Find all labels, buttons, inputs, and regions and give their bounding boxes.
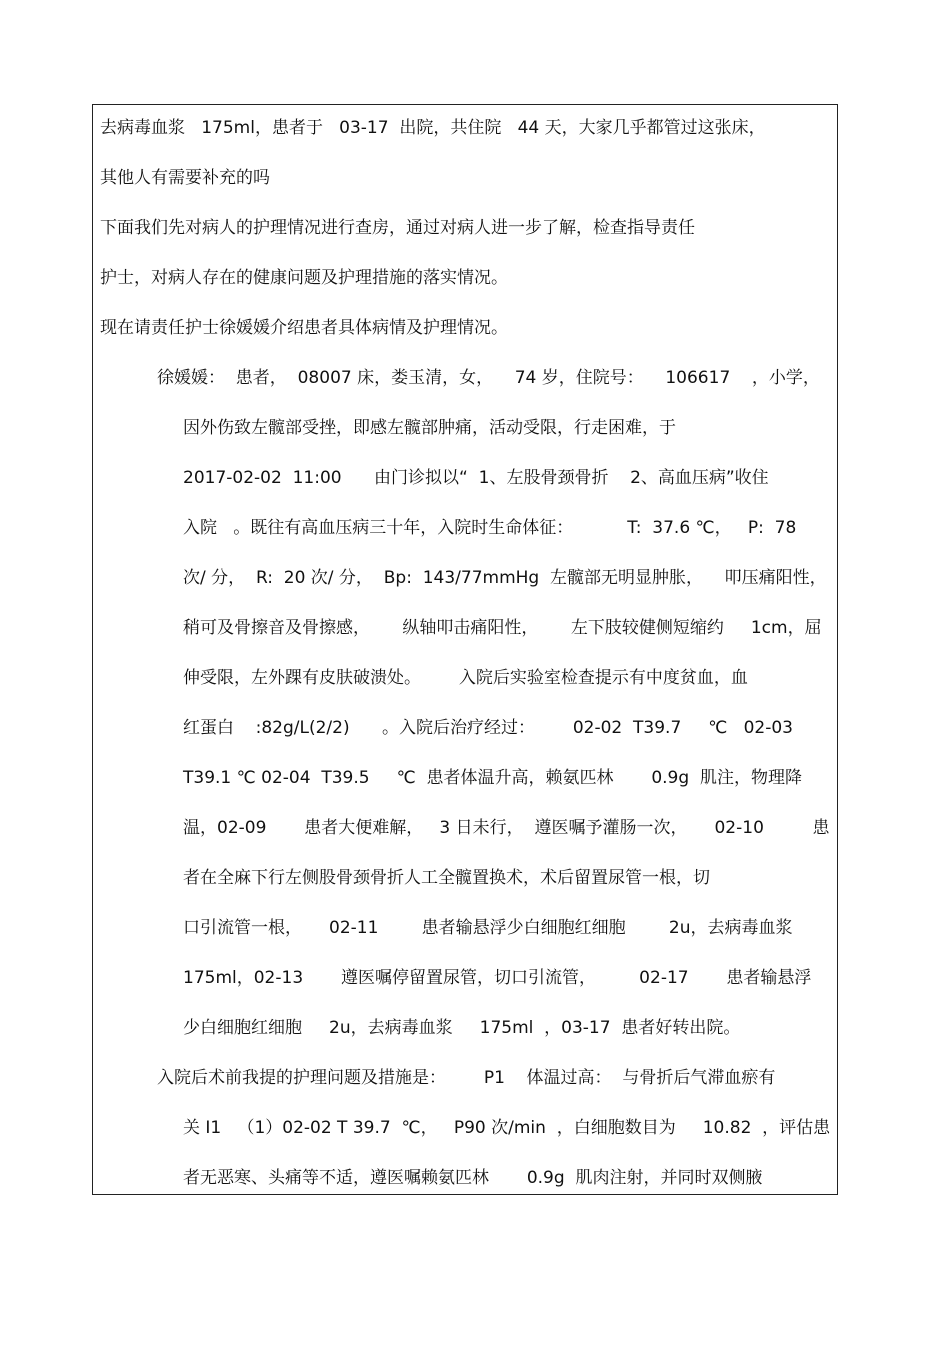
text-line: 入院后术前我提的护理问题及措施是： P1 体温过高： 与骨折后气滞血瘀有 <box>157 1068 776 1088</box>
text-line: 关 I1 （1）02-02 T 39.7 ℃， P90 次/min ，白细胞数目为 10.82 ，评估患 <box>183 1118 831 1138</box>
text-line: 去病毒血浆 175ml，患者于 03-17 出院，共住院 44 天，大家几乎都管过这张床， <box>100 118 766 138</box>
text-line: 温，02-09 患者大便难解， 3 日未行， 遵医嘱予灌肠一次， 02-10 患 <box>183 818 830 838</box>
text-line: 者在全麻下行左侧股骨颈骨折人工全髋置换术，术后留置尿管一根，切 <box>183 868 710 888</box>
text-line: 下面我们先对病人的护理情况进行查房，通过对病人进一步了解，检查指导责任 <box>100 218 695 238</box>
text-line: 175ml，02-13 遵医嘱停留置尿管，切口引流管， 02-17 患者输悬浮 <box>183 968 812 988</box>
text-line: 徐媛媛： 患者， 08007 床，娄玉清，女， 74 岁，住院号： 106617 ，小学， <box>157 368 820 388</box>
text-line: 护士，对病人存在的健康问题及护理措施的落实情况。 <box>100 268 508 288</box>
text-line: 其他人有需要补充的吗 <box>100 168 270 188</box>
text-line: T39.1 ℃ 02-04 T39.5 ℃ 患者体温升高，赖氨匹林 0.9g 肌注，物理降 <box>183 768 802 788</box>
text-line: 者无恶寒、头痛等不适，遵医嘱赖氨匹林 0.9g 肌肉注射，并同时双侧腋 <box>183 1168 763 1188</box>
text-line: 伸受限，左外踝有皮肤破溃处。 入院后实验室检查提示有中度贫血，血 <box>183 668 748 688</box>
text-line: 因外伤致左髋部受挫，即感左髋部肿痛，活动受限，行走困难，于 <box>183 418 676 438</box>
text-line: 入院 。既往有高血压病三十年，入院时生命体征： T: 37.6 ℃， P: 78 <box>183 518 797 538</box>
text-line: 2017-02-02 11:00 由门诊拟以“ 1、左股骨颈骨折 2、高血压病”收住 <box>183 468 769 488</box>
text-line: 现在请责任护士徐媛媛介绍患者具体病情及护理情况。 <box>100 318 508 338</box>
text-line: 少白细胞红细胞 2u，去病毒血浆 175ml ，03-17 患者好转出院。 <box>183 1018 741 1038</box>
text-line: 口引流管一根， 02-11 患者输悬浮少白细胞红细胞 2u，去病毒血浆 <box>183 918 793 938</box>
text-line: 稍可及骨擦音及骨擦感， 纵轴叩击痛阳性， 左下肢较健侧短缩约 1cm，屈 <box>183 618 822 638</box>
text-line: 红蛋白 :82g/L(2/2) 。入院后治疗经过： 02-02 T39.7 ℃ 02-03 <box>183 718 793 738</box>
text-line: 次/ 分， R: 20 次/ 分， Bp: 143/77mmHg 左髋部无明显肿胀， 叩压痛阳性， <box>183 568 827 588</box>
